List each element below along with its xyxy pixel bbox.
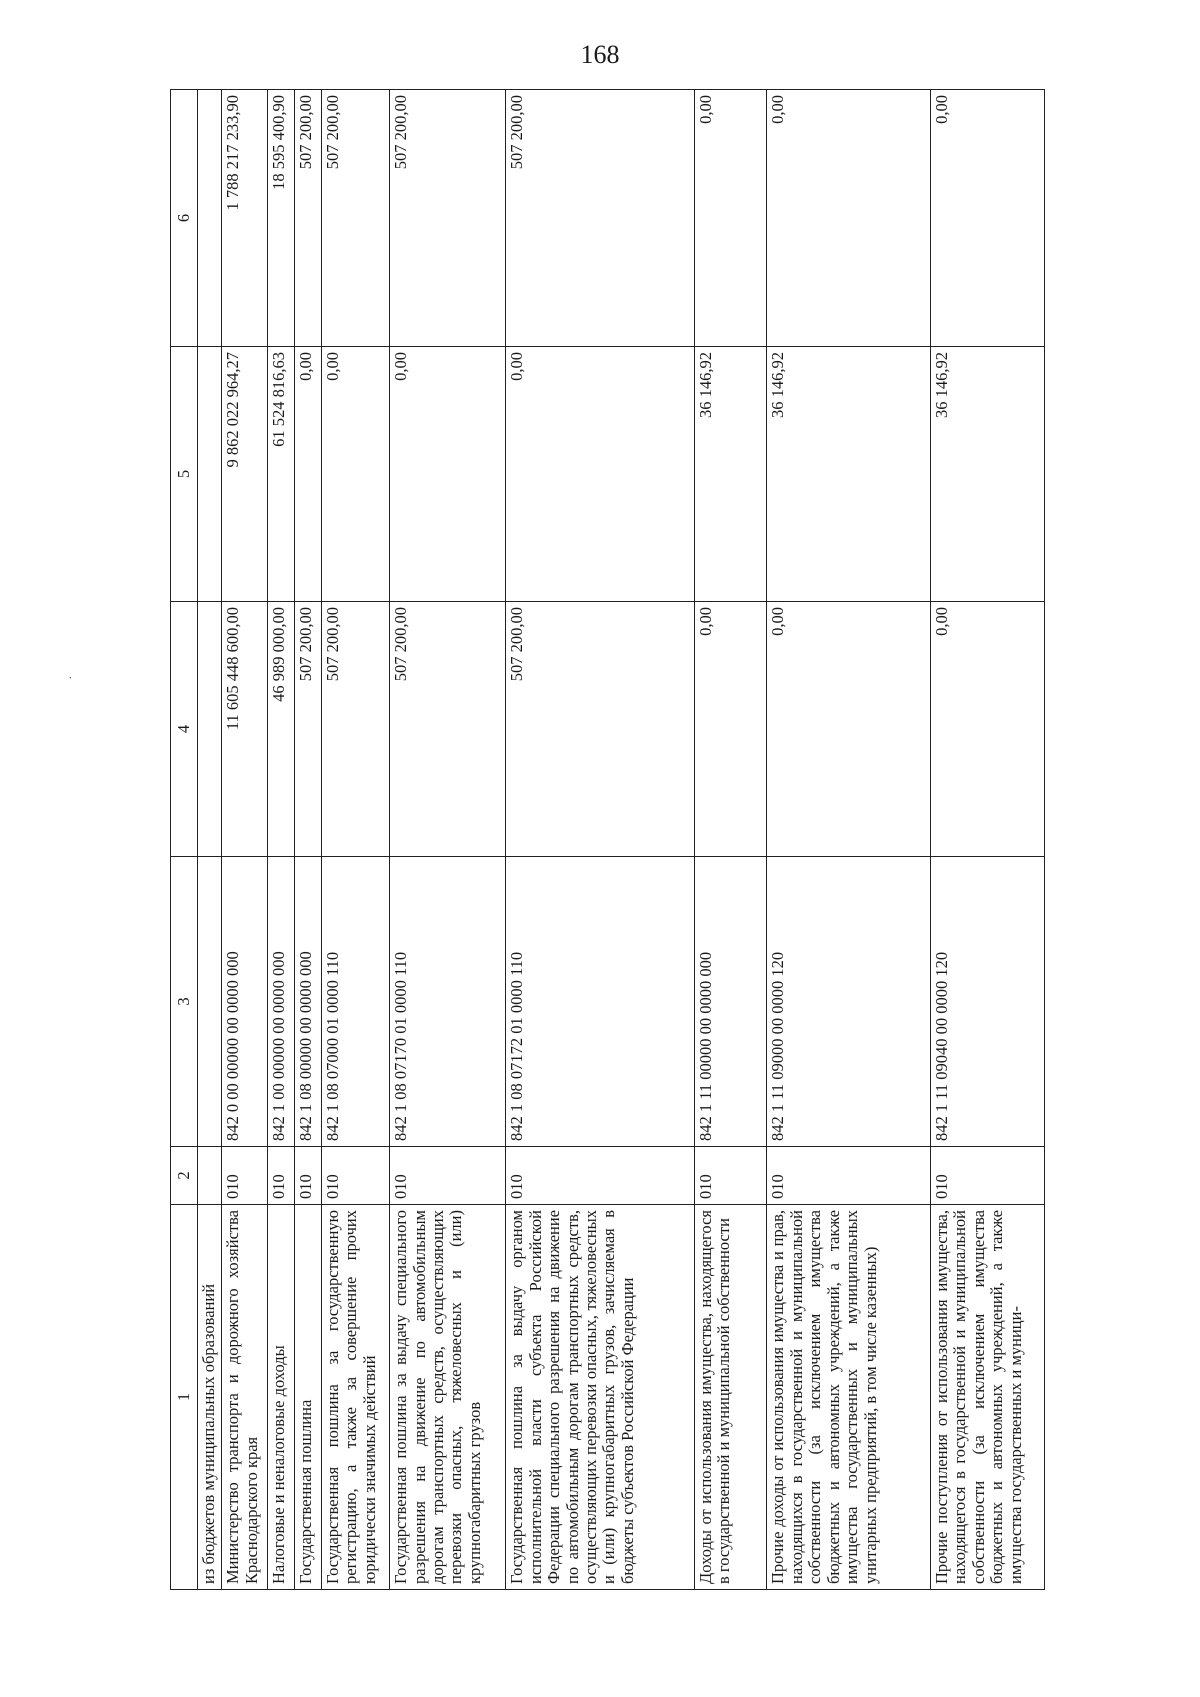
row-executed: 61 524 816,63 <box>267 347 294 602</box>
revenue-table <box>170 89 1045 1590</box>
row-name: Государственная пошлина за выдачу специального разрешения на движение по автомобильным дорогам транспортных средств, осуществляющих перевозки опасных, тяжеловесных и (или) крупногабаритных грузов <box>390 1205 506 1590</box>
group-row <box>197 90 221 1590</box>
table-row <box>767 90 931 1590</box>
row-code: 842 1 08 00000 00 0000 000 <box>294 857 321 1147</box>
row-name: Государственная пошлина за государственную регистрацию, а также за совершение прочих юридически значимых действий <box>321 1205 389 1590</box>
row-executed: 0,00 <box>506 347 695 602</box>
row-plan: 0,00 <box>930 602 1044 857</box>
row-name: Прочие поступления от использования имущества, находящегося в государственной и муниципальной собственности (за исключением имущества бюджетных и автономных учреждений, а также имущества государственных и муници- <box>930 1205 1044 1590</box>
row-ins: 010 <box>222 1147 268 1205</box>
row-name: Доходы от использования имущества, находящегося в государственной и муниципальной собственности <box>694 1205 767 1590</box>
row-ins: 010 <box>694 1147 767 1205</box>
row-ins: 010 <box>294 1147 321 1205</box>
row-plan: 507 200,00 <box>390 602 506 857</box>
header-col-3: 3 <box>171 857 198 1147</box>
row-executed: 0,00 <box>390 347 506 602</box>
row-unexecuted: 507 200,00 <box>506 90 695 347</box>
row-code: 842 1 11 09000 00 0000 120 <box>767 857 931 1147</box>
table-row <box>390 90 506 1590</box>
table-row <box>694 90 767 1590</box>
row-ins: 010 <box>267 1147 294 1205</box>
table-row <box>930 90 1044 1590</box>
header-col-1: 1 <box>171 1205 198 1590</box>
row-unexecuted: 1 788 217 233,90 <box>222 90 268 347</box>
row-plan: 507 200,00 <box>506 602 695 857</box>
row-code: 842 1 08 07000 01 0000 110 <box>321 857 389 1147</box>
row-code: 842 1 11 09040 00 0000 120 <box>930 857 1044 1147</box>
row-plan: 507 200,00 <box>321 602 389 857</box>
row-name: Прочие доходы от использования имущества и прав, находящихся в государственной и муниципальной собственности (за исключением имущества бюджетных и автономных учреждений, а также имущества государственных и муниципальных унитарных предприятий, в том числе казенных) <box>767 1205 931 1590</box>
row-code: 842 1 08 07172 01 0000 110 <box>506 857 695 1147</box>
row-ins: 010 <box>390 1147 506 1205</box>
stray-mark: ˙ <box>68 675 73 690</box>
row-code: 842 1 00 00000 00 0000 000 <box>267 857 294 1147</box>
row-unexecuted: 507 200,00 <box>321 90 389 347</box>
header-col-6: 6 <box>171 90 198 347</box>
row-executed: 36 146,92 <box>694 347 767 602</box>
row-unexecuted: 18 595 400,90 <box>267 90 294 347</box>
row-executed: 0,00 <box>294 347 321 602</box>
page-number: 168 <box>580 40 620 69</box>
row-executed: 9 862 022 964,27 <box>222 347 268 602</box>
row-unexecuted: 0,00 <box>694 90 767 347</box>
row-plan: 0,00 <box>767 602 931 857</box>
row-unexecuted: 507 200,00 <box>294 90 321 347</box>
table-row <box>294 90 321 1590</box>
row-code: 842 1 08 07170 01 0000 110 <box>390 857 506 1147</box>
row-executed: 0,00 <box>321 347 389 602</box>
header-col-5: 5 <box>171 347 198 602</box>
row-plan: 11 605 448 600,00 <box>222 602 268 857</box>
row-ins: 010 <box>506 1147 695 1205</box>
row-executed: 36 146,92 <box>767 347 931 602</box>
row-executed: 36 146,92 <box>930 347 1044 602</box>
row-plan: 507 200,00 <box>294 602 321 857</box>
revenue-table-rotated <box>170 90 1045 1590</box>
row-unexecuted: 0,00 <box>767 90 931 347</box>
table-row <box>321 90 389 1590</box>
row-ins: 010 <box>767 1147 931 1205</box>
row-name: Министерство транспорта и дорожного хозяйства Краснодарского края <box>222 1205 268 1590</box>
row-plan: 46 989 000,00 <box>267 602 294 857</box>
table-row <box>267 90 294 1590</box>
row-plan: 0,00 <box>694 602 767 857</box>
header-col-2: 2 <box>171 1147 198 1205</box>
group-title: из бюджетов муниципальных образований <box>197 1205 221 1590</box>
table-row <box>222 90 268 1590</box>
row-ins: 010 <box>930 1147 1044 1205</box>
row-code: 842 0 00 00000 00 0000 000 <box>222 857 268 1147</box>
row-ins: 010 <box>321 1147 389 1205</box>
row-unexecuted: 0,00 <box>930 90 1044 347</box>
row-name: Государственная пошлина <box>294 1205 321 1590</box>
row-name: Налоговые и неналоговые доходы <box>267 1205 294 1590</box>
header-col-4: 4 <box>171 602 198 857</box>
table-row <box>506 90 695 1590</box>
row-name: Государственная пошлина за выдачу органом исполнительной власти субъекта Российской Федерации специального разрешения на движение по автомобильным дорогам транспортных средств, осуществляющих перевозки опасных, тяжеловесных и (или) крупногабаритных грузов, зачисляемая в бюджеты субъектов Российской Федерации <box>506 1205 695 1590</box>
row-code: 842 1 11 00000 00 0000 000 <box>694 857 767 1147</box>
row-unexecuted: 507 200,00 <box>390 90 506 347</box>
header-row <box>171 90 198 1590</box>
